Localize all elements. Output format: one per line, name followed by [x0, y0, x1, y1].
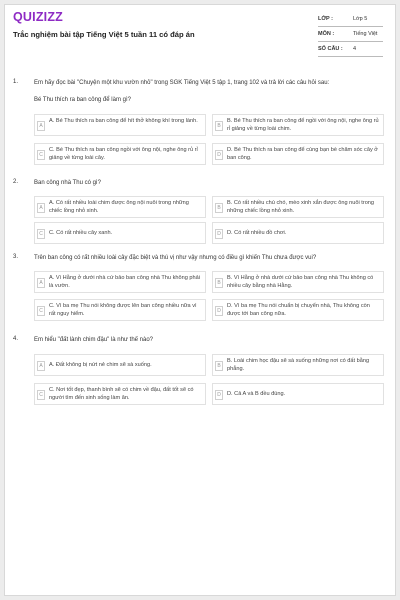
question-text: Em hãy đọc bài "Chuyện một khu vườn nhỏ" trong SGK Tiếng Việt 5 tập 1, trang 102 và trả lời các câu hỏi sau:: [34, 80, 330, 86]
option-c[interactable]: [34, 143, 206, 165]
option-letter: B: [215, 203, 223, 213]
question-1-subtext: Bé Thu thích ra ban công để làm gì?: [34, 97, 131, 103]
question-number: 2.: [13, 179, 19, 185]
question-text: Ban công nhà Thu có gì?: [34, 180, 101, 186]
meta-count: [318, 46, 356, 52]
option-c[interactable]: [34, 299, 206, 321]
option-b[interactable]: [212, 114, 384, 136]
divider: [318, 26, 383, 27]
option-letter: B: [215, 121, 223, 131]
meta-count-value: 4: [353, 46, 357, 52]
question-number: 1.: [13, 79, 19, 85]
option-letter: B: [215, 361, 223, 371]
option-text: D. Cả A và B đều đúng.: [227, 391, 286, 397]
option-text: D. Vì ba mẹ Thu nói chuẩn bị chuyển nhà, Thu không còn được tới ban công nữa.: [227, 303, 370, 317]
option-text: C. Nơi tốt đẹp, thanh bình sẽ có chim về đậu, đất tốt sẽ có người tìm đến sinh sống làm ăn.: [49, 387, 194, 401]
option-text: C. Bé Thu thích ra ban công ngồi với ông nội, nghe ông rủ rỉ giảng về từng loài cây.: [49, 147, 198, 161]
option-text: A. Đất không bị nứt nẻ chim sẽ sà xuống.: [49, 362, 152, 368]
meta-subject: [318, 31, 377, 37]
quizizz-logo: QUIZIZZ: [13, 10, 64, 24]
divider: [318, 41, 383, 42]
option-a[interactable]: [34, 354, 206, 376]
option-text: A. Bé Thu thích ra ban công để hít thở không khí trong lành.: [49, 118, 198, 124]
option-letter: C: [37, 150, 45, 160]
option-d[interactable]: [212, 383, 384, 405]
meta-grade: [318, 16, 367, 22]
divider: [318, 56, 383, 57]
option-b[interactable]: [212, 354, 384, 376]
question-text: Trên ban công có rất nhiều loài cây đặc biệt và thú vị như vậy nhưng có điều gì khiến Thu chưa được vui?: [34, 255, 317, 261]
option-letter: A: [37, 361, 45, 371]
option-letter: A: [37, 121, 45, 131]
option-text: A. Vì Hằng ở dưới nhà cứ bảo ban công nhà Thu không phải là vườn.: [49, 275, 200, 289]
option-letter: C: [37, 229, 45, 239]
option-text: B. Có rất nhiều chú chó, mèo xinh xắn được ông nuôi trong những chiếc lồng nhỏ xinh.: [227, 200, 375, 214]
option-c[interactable]: [34, 383, 206, 405]
worksheet-title: Trắc nghiệm bài tập Tiếng Việt 5 tuần 11 có đáp án: [13, 30, 195, 39]
option-letter: D: [215, 150, 223, 160]
option-letter: D: [215, 306, 223, 316]
option-text: C. Có rất nhiều cây xanh.: [49, 230, 113, 236]
option-text: B. Vì Hằng ở nhà dưới cứ bảo ban công nhà Thu không có nhiều cây bằng nhà Hằng.: [227, 275, 374, 289]
meta-grade-label: LỚP :: [318, 16, 333, 22]
question-number: 4.: [13, 336, 19, 342]
option-b[interactable]: [212, 271, 384, 293]
option-letter: D: [215, 390, 223, 400]
option-letter: C: [37, 390, 45, 400]
option-text: A. Có rất nhiều loài chim được ông nội nuôi trong những chiếc lồng nhỏ xinh.: [49, 200, 189, 214]
option-d[interactable]: [212, 222, 384, 244]
option-b[interactable]: [212, 196, 384, 218]
meta-subject-label: MÔN :: [318, 31, 335, 37]
option-a[interactable]: [34, 271, 206, 293]
option-letter: B: [215, 278, 223, 288]
option-a[interactable]: [34, 114, 206, 136]
option-text: C. Vì ba mẹ Thu nói không được lên ban công nhiều nữa vì rất nguy hiểm.: [49, 303, 197, 317]
meta-count-label: SỐ CÂU :: [318, 46, 343, 52]
option-d[interactable]: [212, 299, 384, 321]
question-number: 3.: [13, 254, 19, 260]
question-text: Em hiểu "đất lành chim đậu" là như thế nào?: [34, 337, 154, 343]
option-letter: D: [215, 229, 223, 239]
option-letter: A: [37, 278, 45, 288]
option-letter: A: [37, 203, 45, 213]
option-text: D. Có rất nhiều đồ chơi.: [227, 230, 287, 236]
option-text: B. Loài chim học đậu sẽ sà xuống những nơi có đất bằng phẳng.: [227, 358, 370, 372]
option-text: D. Bé Thu thích ra ban công để cùng bạn bè chăm sóc cây ở ban công.: [227, 147, 378, 161]
meta-grade-value: Lớp 5: [353, 16, 368, 22]
option-a[interactable]: [34, 196, 206, 218]
option-letter: C: [37, 306, 45, 316]
option-d[interactable]: [212, 143, 384, 165]
meta-subject-value: Tiếng Việt: [353, 31, 378, 37]
option-c[interactable]: [34, 222, 206, 244]
option-text: B. Bé Thu thích ra ban công để ngồi với ông nội, nghe ông rủ rỉ giảng về từng loài chim.: [227, 118, 379, 132]
